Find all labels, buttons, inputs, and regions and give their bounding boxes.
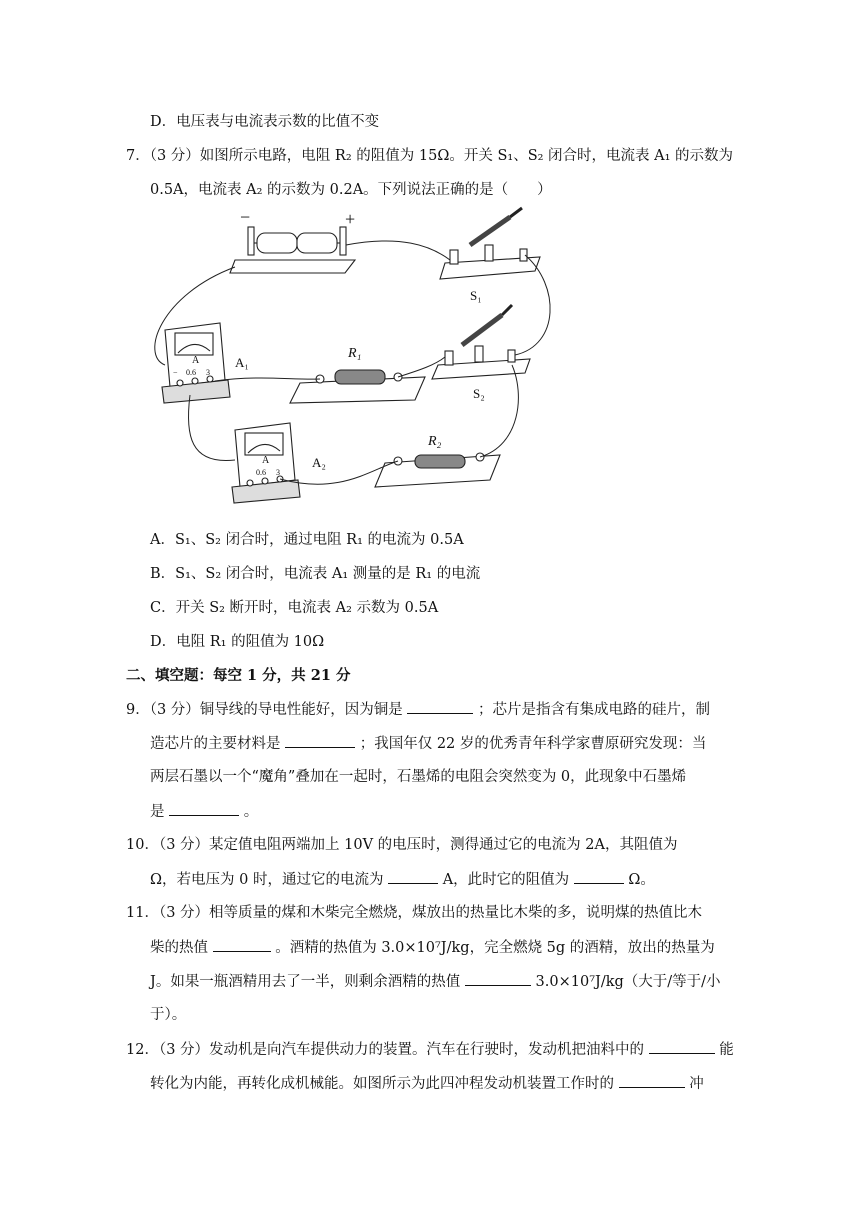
q11-line2-text-a: 柴的热值: [150, 940, 208, 956]
q10-line1: 10．（3 分）某定值电阻两端加上 10V 的电压时，测得通过它的电流为 2A，其阻值为: [126, 837, 678, 853]
a1-tick-minus: −: [173, 368, 178, 377]
q9-blank-1[interactable]: [407, 699, 473, 714]
q6-option-d: D．电压表与电流表示数的比值不变: [150, 114, 380, 130]
switch-s2: [432, 305, 530, 379]
q9-line2-text-b: ；我国年仅 22 岁的优秀青年科学家曹原研究发现：当: [359, 736, 707, 752]
q7-option-b: B．S₁、S₂ 闭合时，电流表 A₁ 测量的是 R₁ 的电流: [150, 566, 481, 582]
q12-line1: [126, 1039, 734, 1060]
q12-line1-text-a: 12．（3 分）发动机是向汽车提供动力的装置。汽车在行驶时，发动机把油料中的: [126, 1042, 645, 1058]
q12-line2-text-b: 冲: [689, 1076, 704, 1092]
q11-blank-1[interactable]: [213, 937, 271, 952]
q7-stem-line1: 7．（3 分）如图所示电路，电阻 R₂ 的阻值为 15Ω。开关 S₁、S₂ 闭合时，电流表 A₁ 的示数为: [126, 148, 734, 164]
q10-line2-text-b: A，此时它的阻值为: [442, 872, 570, 888]
circuit-diagram: [140, 205, 560, 510]
a2-tick-3: 3: [276, 468, 280, 477]
q10-blank-3[interactable]: [574, 869, 624, 884]
q12-line2-text-a: 转化为内能，再转化成机械能。如图所示为此四冲程发动机装置工作时的: [150, 1076, 614, 1092]
switch-s1: [440, 208, 540, 279]
q11-line4: 于）。: [150, 1007, 187, 1023]
q11-line3-text-a: J。如果一瓶酒精用去了一半，则剩余酒精的热值: [150, 974, 461, 990]
s1-label: S₁: [470, 288, 482, 303]
s2-label: S₂: [473, 386, 485, 401]
a2-label: A₂: [312, 455, 326, 470]
a1-tick-3: 3: [206, 368, 210, 377]
q9-blank-2[interactable]: [285, 733, 355, 748]
q11-line1: 11．（3 分）相等质量的煤和木柴完全燃烧，煤放出的热量比木柴的多，说明煤的热值比木: [126, 905, 703, 921]
q9-line1-text-a: 9．（3 分）铜导线的导电性能好，因为铜是: [126, 702, 403, 718]
q9-line1: [126, 699, 710, 720]
q9-line2: [150, 733, 706, 754]
battery-holder: [230, 227, 355, 273]
q9-line3: 两层石墨以一个“魔角”叠加在一起时，石墨烯的电阻会突然变为 0，此现象中石墨烯: [150, 769, 687, 785]
q7-option-c: C．开关 S₂ 断开时，电流表 A₂ 示数为 0.5A: [150, 600, 439, 616]
a2-meter-letter: A: [262, 455, 270, 466]
q7-option-d: D．电阻 R₁ 的阻值为 10Ω: [150, 634, 325, 650]
battery-plus-label: +: [345, 209, 356, 229]
a1-meter-letter: A: [192, 355, 200, 366]
a1-label: A₁: [235, 355, 249, 370]
q10-line2-text-c: Ω。: [628, 872, 655, 888]
q11-line3-text-b: 3.0×10⁷J/kg（大于/等于/小: [535, 974, 721, 990]
q12-line1-text-b: 能: [719, 1042, 734, 1058]
resistor-r2: [375, 453, 500, 487]
q11-line3: [150, 971, 721, 992]
q11-blank-3[interactable]: [465, 971, 531, 986]
q10-line2: [150, 869, 655, 890]
a1-tick-06: 0.6: [186, 368, 196, 377]
q11-line2-text-b: 。酒精的热值为 3.0×10⁷J/kg，完全燃烧 5g 的酒精，放出的热量为: [275, 940, 715, 956]
q7-option-a: A．S₁、S₂ 闭合时，通过电阻 R₁ 的电流为 0.5A: [150, 532, 464, 548]
q9-line4: [150, 801, 258, 822]
battery-minus-label: −: [240, 207, 251, 227]
q10-line2-text-a: Ω，若电压为 0 时，通过它的电流为: [150, 872, 384, 888]
q10-blank-2[interactable]: [388, 869, 438, 884]
r1-label: R₁: [348, 346, 362, 361]
q11-line2: [150, 937, 715, 958]
section2-title: 二、填空题：每空 1 分，共 21 分: [126, 667, 351, 684]
q7-stem-line2: 0.5A，电流表 A₂ 的示数为 0.2A。下列说法正确的是（ ）: [150, 182, 552, 198]
q9-line1-text-b: ；芯片是指含有集成电路的硅片，制: [478, 702, 711, 718]
q12-blank-1[interactable]: [649, 1039, 715, 1054]
r2-label: R₂: [428, 434, 442, 449]
q9-line2-text-a: 造芯片的主要材料是: [150, 736, 281, 752]
q12-line2: [150, 1073, 704, 1094]
a2-tick-06: 0.6: [256, 468, 266, 477]
q9-blank-3[interactable]: [169, 801, 239, 816]
q9-line4-text-b: 。: [243, 804, 259, 820]
q12-blank-2[interactable]: [619, 1073, 685, 1088]
q9-line4-text-a: 是: [150, 804, 165, 820]
